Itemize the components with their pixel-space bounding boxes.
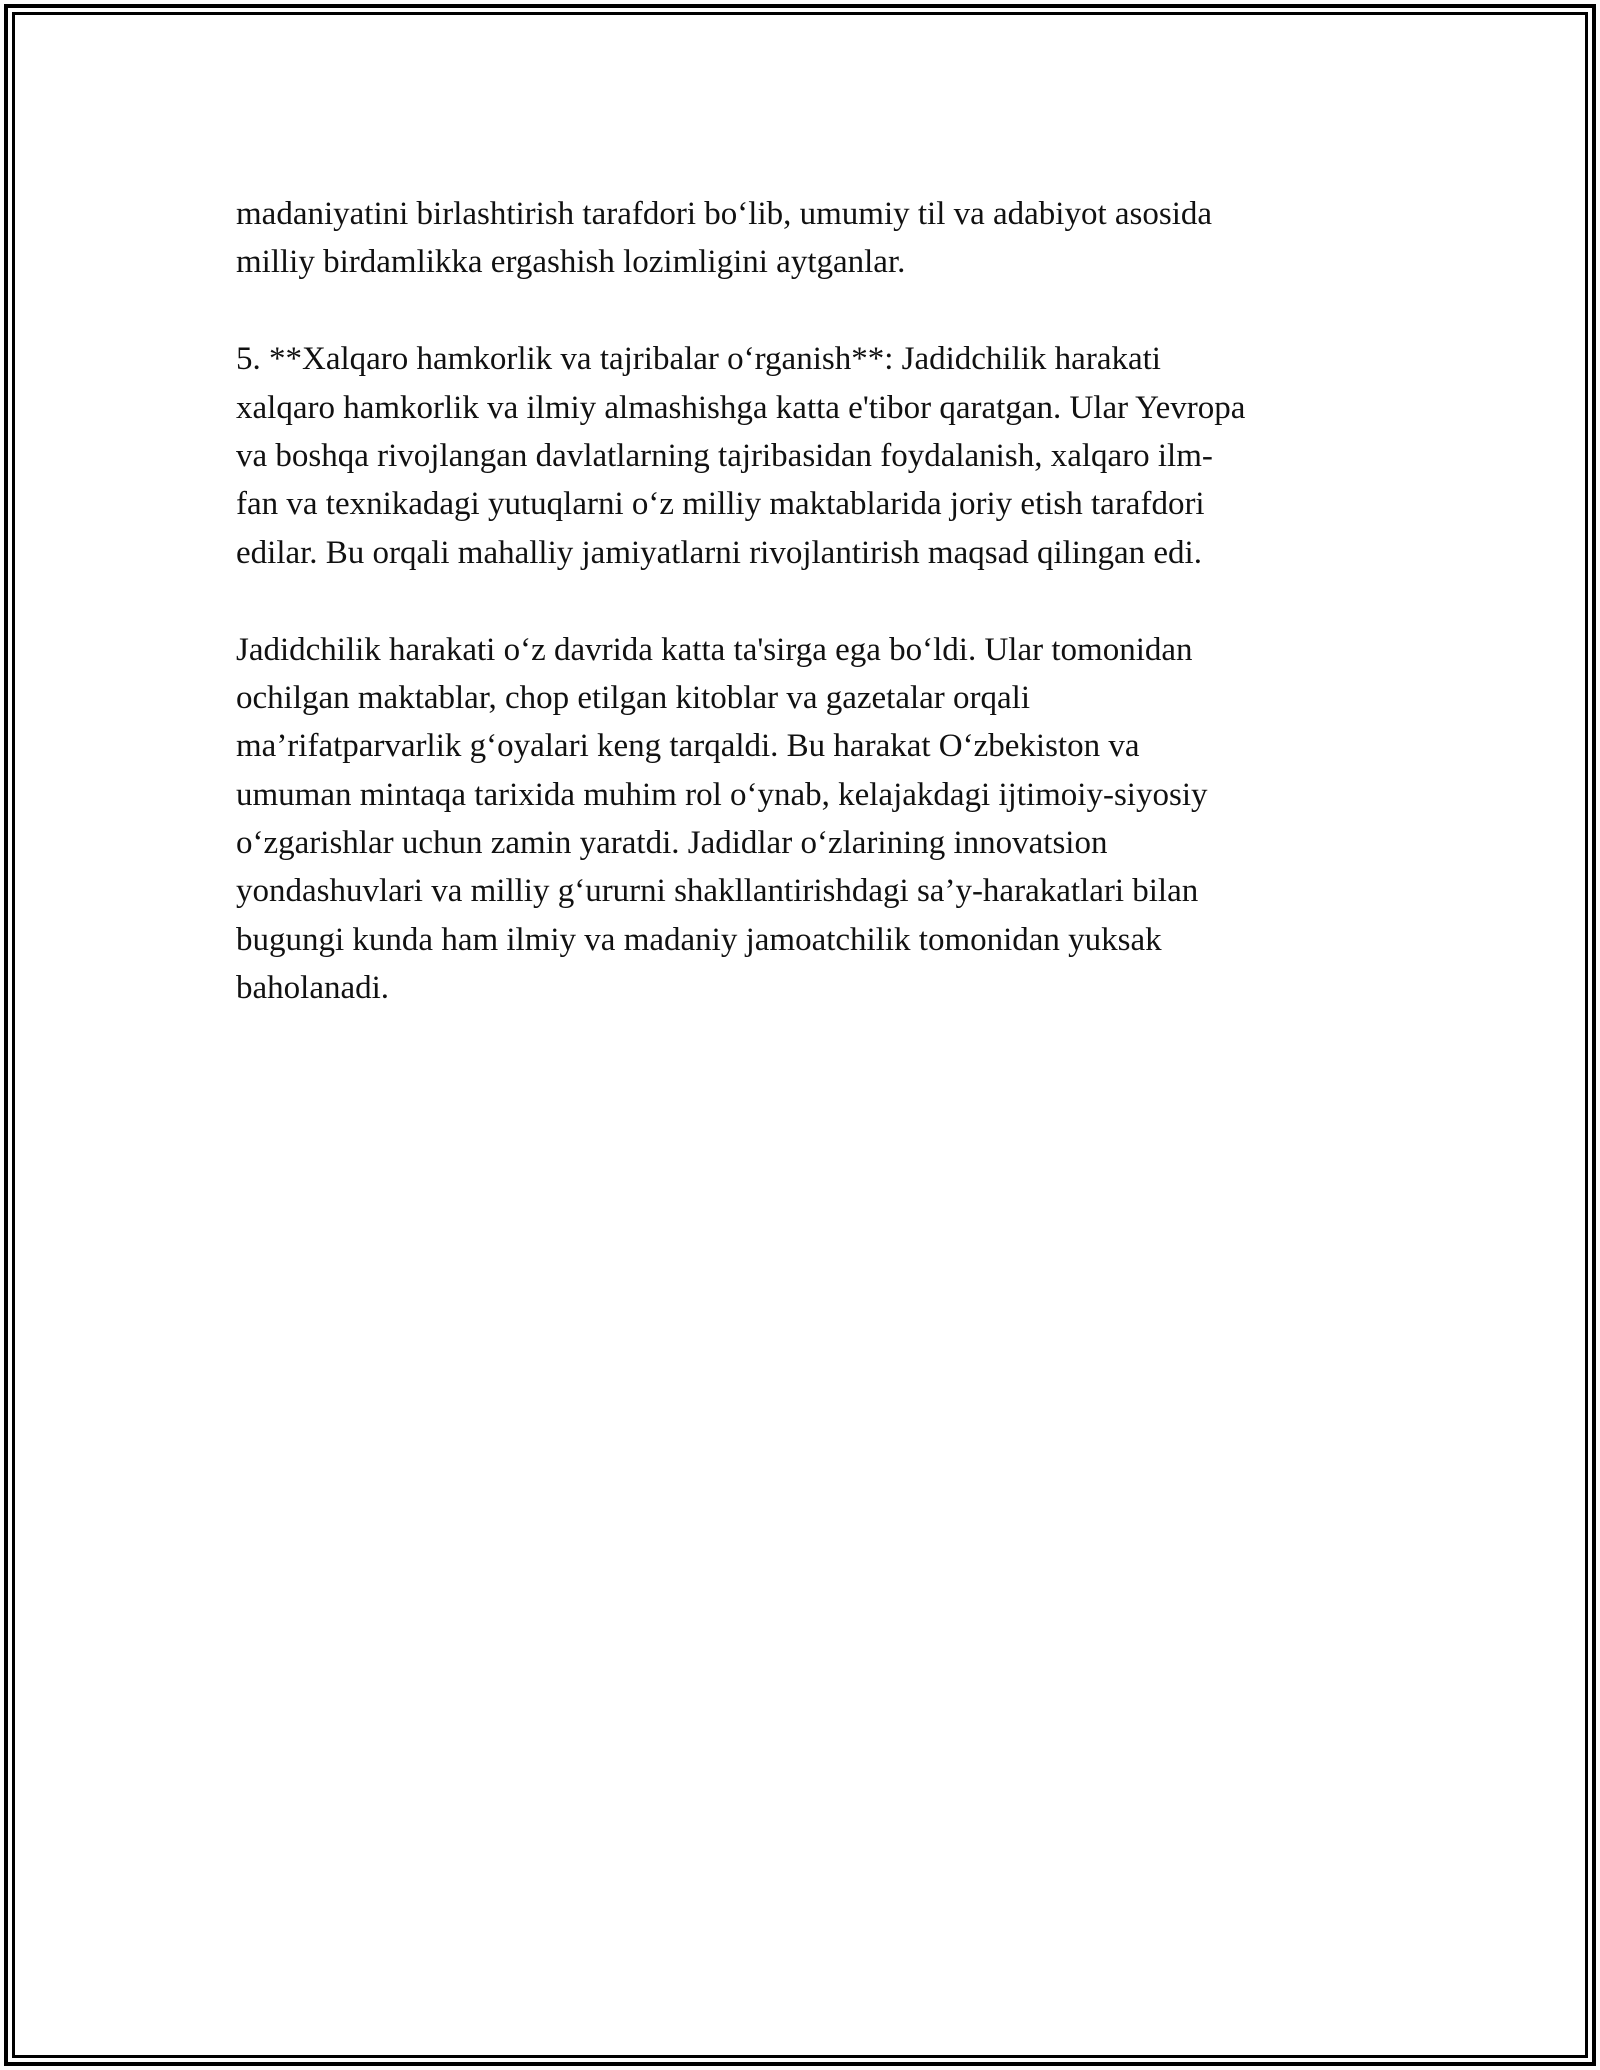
text-line: ma’rifatparvarlik g‘oyalari keng tarqaldi. Bu harakat O‘zbekiston va xyxy=(236,728,1140,765)
paragraph-spacer xyxy=(236,287,1386,335)
paragraph xyxy=(236,626,1386,1013)
text-line: bugungi kunda ham ilmiy va madaniy jamoatchilik tomonidan yuksak xyxy=(236,921,1162,958)
text-line: ochilgan maktablar, chop etilgan kitoblar va gazetalar orqali xyxy=(236,679,1031,716)
text-line: yondashuvlari va milliy g‘ururni shakllantirishdagi sa’y-harakatlari bilan xyxy=(236,873,1199,910)
text-line: xalqaro hamkorlik va ilmiy almashishga katta e'tibor qaratgan. Ular Yevropa xyxy=(236,389,1246,426)
text-line: madaniyatini birlashtirish tarafdori bo‘lib, umumiy til va adabiyot asosida xyxy=(236,196,1213,232)
text-line: Jadidchilik harakati o‘z davrida katta ta'sirga ega bo‘ldi. Ular tomonidan xyxy=(236,631,1193,668)
text-line: fan va texnikadagi yutuqlarni o‘z milliy maktablarida joriy etish tarafdori xyxy=(236,486,1205,523)
text-line: edilar. Bu orqali mahalliy jamiyatlarni rivojlantirish maqsad qilingan edi. xyxy=(236,534,1202,571)
document-body xyxy=(236,190,1386,1013)
text-line: milliy birdamlikka ergashish lozimligini aytganlar. xyxy=(236,244,906,281)
paragraph-spacer xyxy=(236,577,1386,625)
text-line: va boshqa rivojlangan davlatlarning tajribasidan foydalanish, xalqaro ilm- xyxy=(236,437,1213,474)
paragraph xyxy=(236,190,1386,287)
text-line: baholanadi. xyxy=(236,970,390,1007)
text-line: umuman mintaqa tarixida muhim rol o‘ynab, kelajakdagi ijtimoiy-siyosiy xyxy=(236,776,1208,813)
paragraph xyxy=(236,335,1386,577)
text-line: 5. **Xalqaro hamkorlik va tajribalar o‘rganish**: Jadidchilik harakati xyxy=(236,341,1161,378)
text-line: o‘zgarishlar uchun zamin yaratdi. Jadidlar o‘zlarining innovatsion xyxy=(236,825,1108,862)
